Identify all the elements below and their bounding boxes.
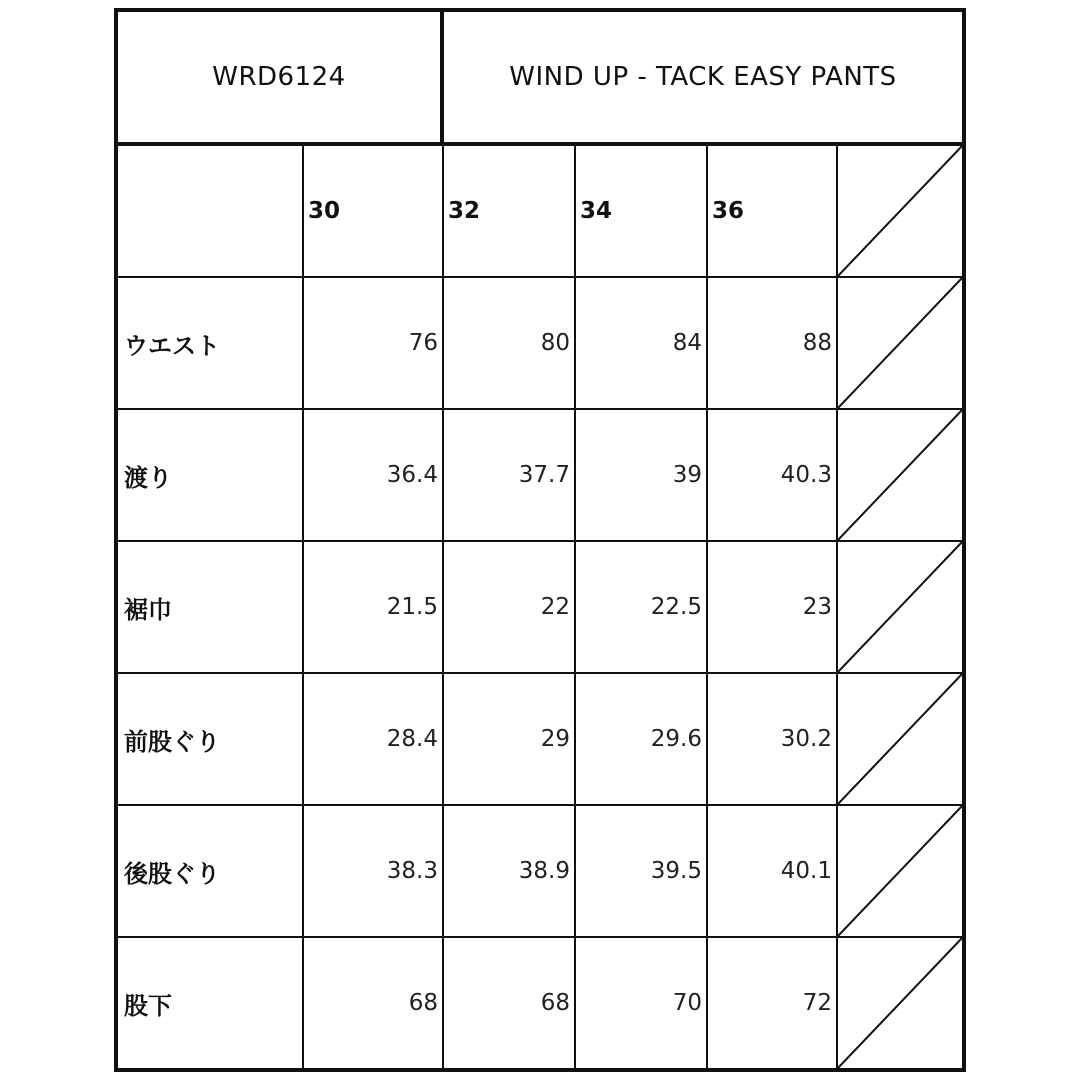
value-cell: 29 xyxy=(540,726,570,752)
value-cell: 38.9 xyxy=(518,858,570,884)
grid-line xyxy=(836,146,838,1068)
row-label: 後股ぐり xyxy=(124,859,220,888)
value-cell: 70 xyxy=(672,990,702,1016)
value-cell: 88 xyxy=(802,330,832,356)
value-cell: 38.3 xyxy=(386,858,438,884)
value-cell: 72 xyxy=(802,990,832,1016)
size-chart xyxy=(114,8,966,1072)
value-cell: 39 xyxy=(672,462,702,488)
diagonal-slash xyxy=(838,410,962,540)
value-cell: 28.4 xyxy=(386,726,438,752)
size-header-30: 30 xyxy=(308,198,341,224)
value-cell: 68 xyxy=(540,990,570,1016)
grid-line xyxy=(302,146,304,1068)
value-cell: 76 xyxy=(408,330,438,356)
grid-line xyxy=(442,146,444,1068)
diagonal-slash xyxy=(838,278,962,408)
product-code: WRD6124 xyxy=(118,12,444,142)
diagonal-slash xyxy=(838,146,962,276)
value-cell: 37.7 xyxy=(518,462,570,488)
diagonal-slash xyxy=(838,938,962,1068)
value-cell: 40.1 xyxy=(780,858,832,884)
value-cell: 84 xyxy=(672,330,702,356)
diagonal-slash xyxy=(838,806,962,936)
grid-line xyxy=(706,146,708,1068)
diagonal-slash xyxy=(838,674,962,804)
product-name: WIND UP - TACK EASY PANTS xyxy=(509,62,897,92)
size-header-32: 32 xyxy=(448,198,481,224)
empty-cell xyxy=(838,410,962,540)
value-cell: 29.6 xyxy=(650,726,702,752)
value-cell: 21.5 xyxy=(386,594,438,620)
empty-cell xyxy=(838,278,962,408)
empty-cell xyxy=(838,542,962,672)
empty-cell xyxy=(838,146,962,276)
value-cell: 68 xyxy=(408,990,438,1016)
row-label: 渡り xyxy=(124,463,172,492)
row-label: 裾巾 xyxy=(124,595,172,624)
size-header-36: 36 xyxy=(712,198,745,224)
value-cell: 30.2 xyxy=(780,726,832,752)
value-cell: 39.5 xyxy=(650,858,702,884)
size-header-34: 34 xyxy=(580,198,613,224)
row-label: ウエスト xyxy=(124,331,220,360)
value-cell: 22.5 xyxy=(650,594,702,620)
size-table xyxy=(118,146,962,1068)
value-cell: 36.4 xyxy=(386,462,438,488)
grid-line xyxy=(574,146,576,1068)
value-cell: 80 xyxy=(540,330,570,356)
value-cell: 40.3 xyxy=(780,462,832,488)
chart-header xyxy=(118,12,962,146)
corner-cell xyxy=(118,146,302,276)
diagonal-slash xyxy=(838,542,962,672)
value-cell: 23 xyxy=(802,594,832,620)
empty-cell xyxy=(838,806,962,936)
row-label: 股下 xyxy=(124,991,172,1020)
row-label: 前股ぐり xyxy=(124,727,220,756)
empty-cell xyxy=(838,938,962,1068)
value-cell: 22 xyxy=(540,594,570,620)
empty-cell xyxy=(838,674,962,804)
